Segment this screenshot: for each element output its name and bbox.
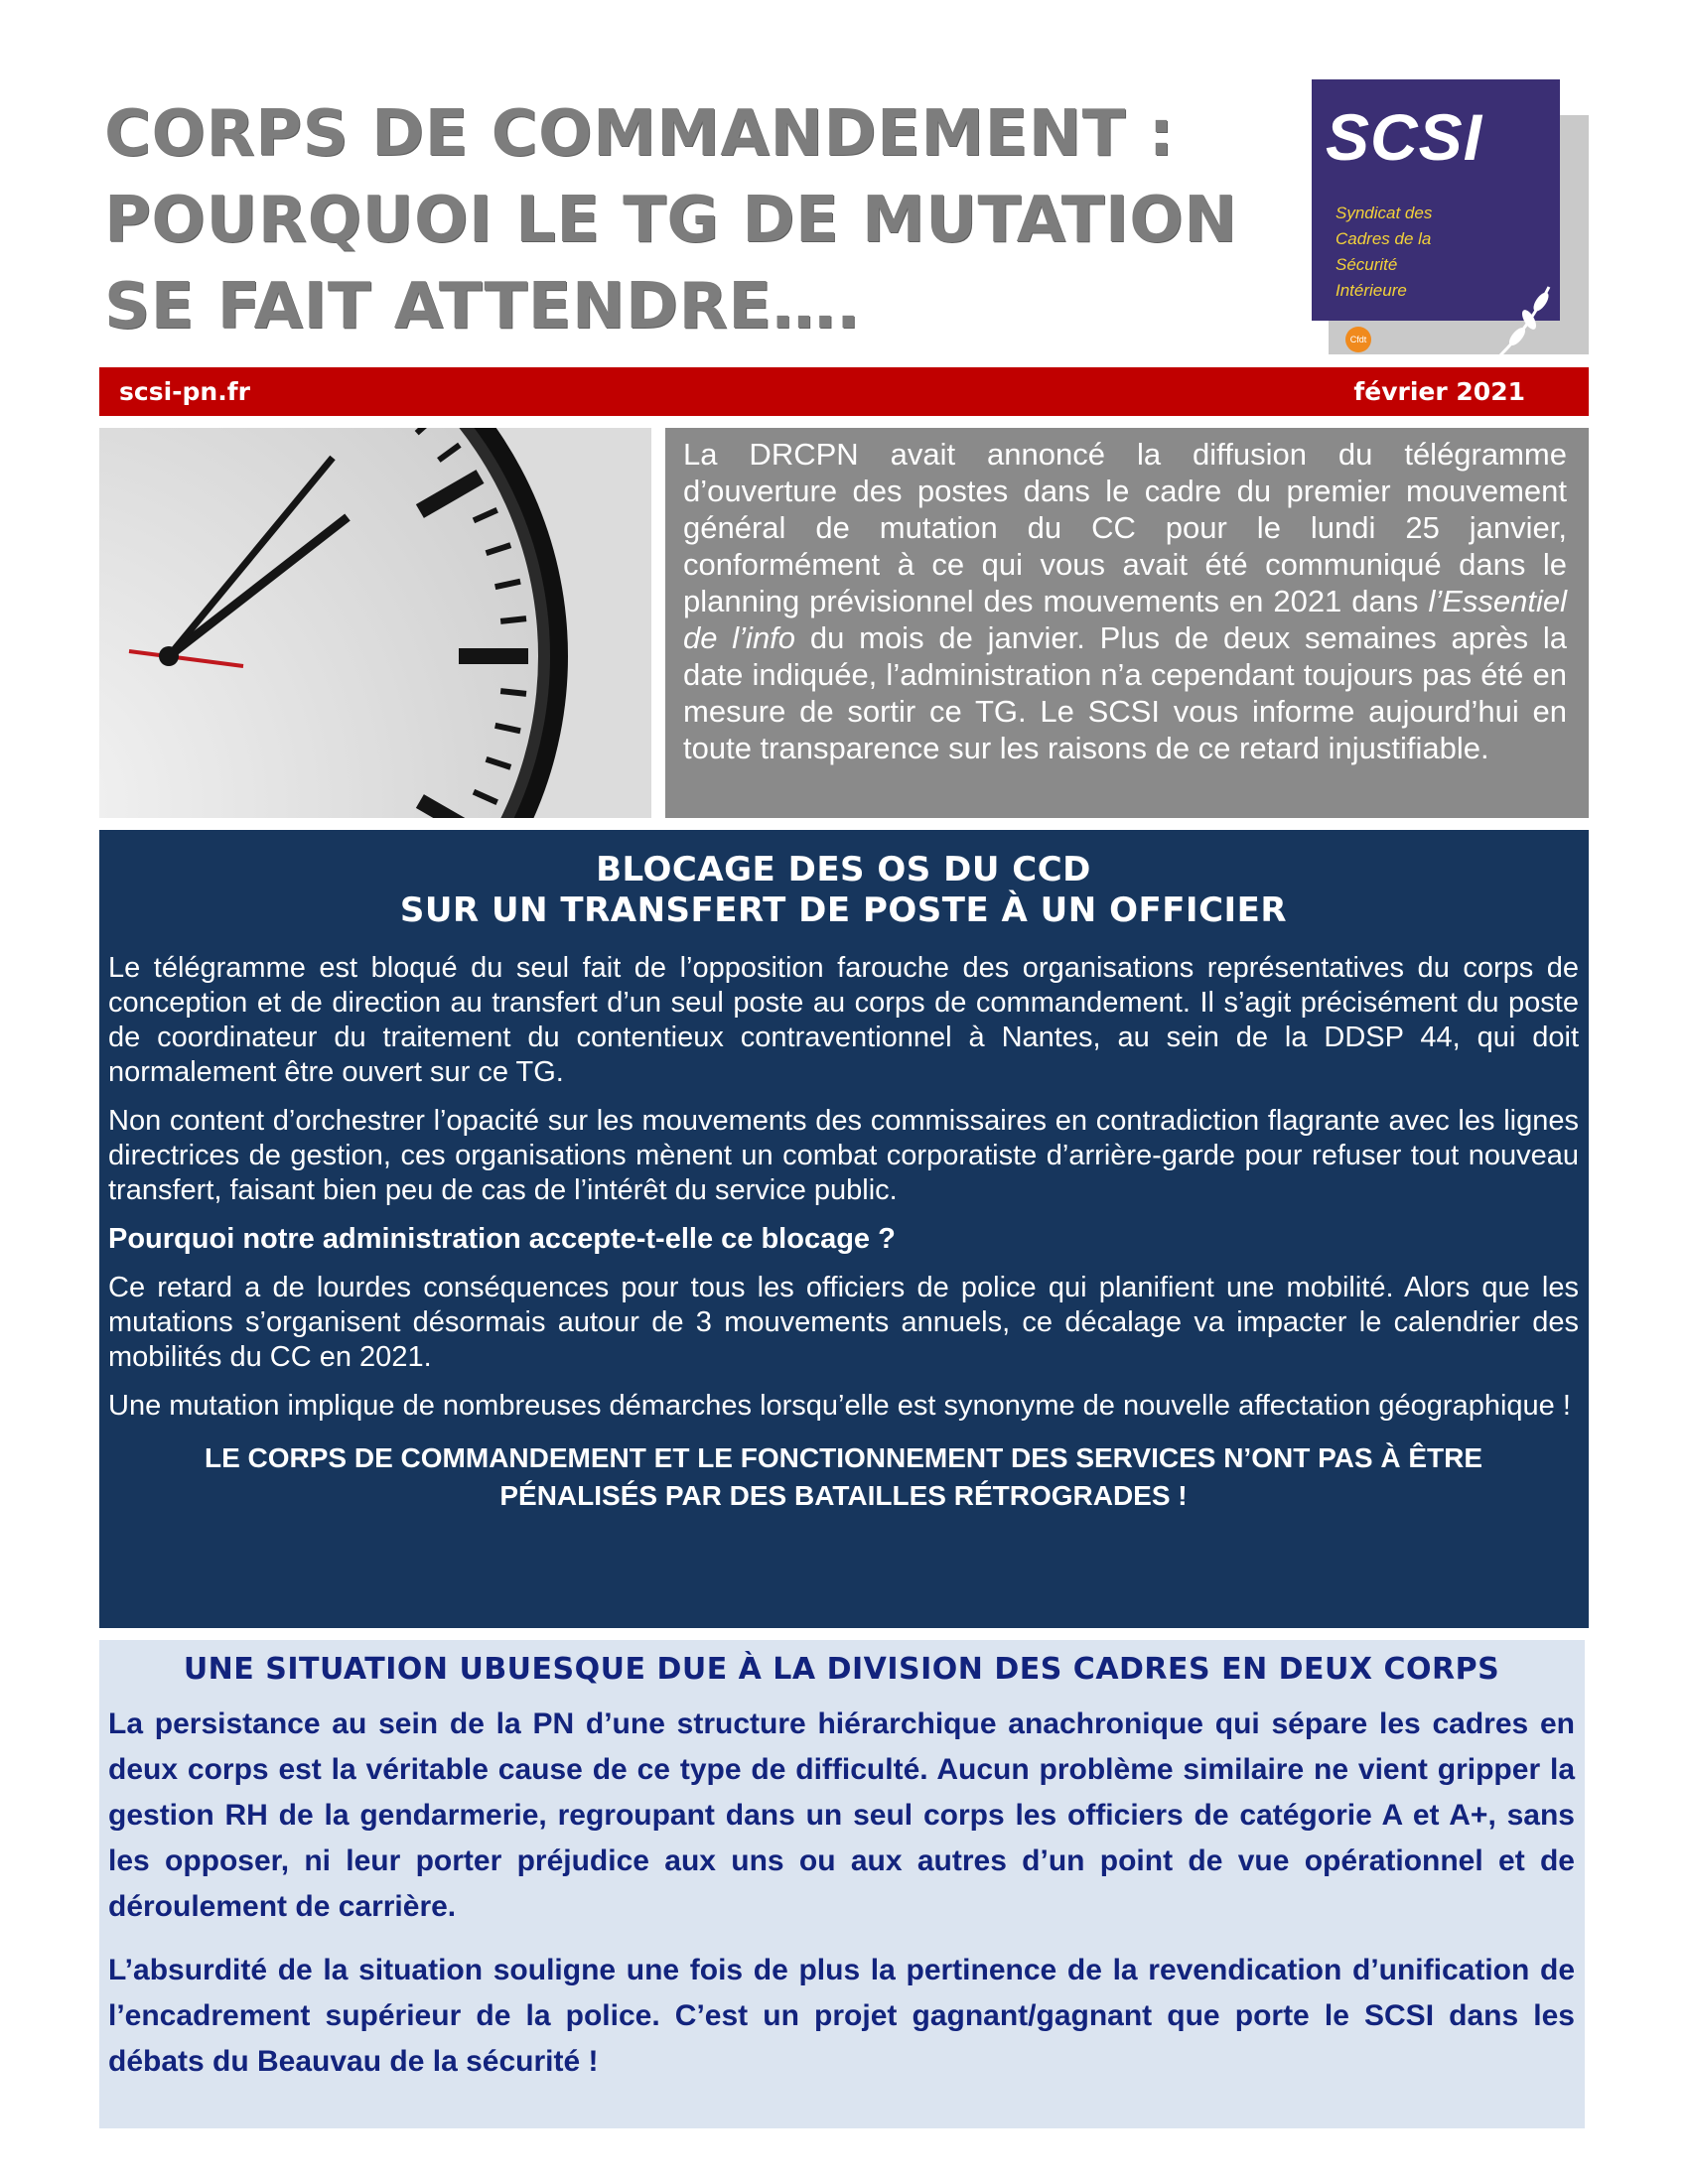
intro-paragraph [665, 428, 1589, 818]
blocage-conclusion-line: PÉNALISÉS PAR DES BATAILLES RÉTROGRADES ! [499, 1480, 1188, 1511]
page-title [104, 91, 1296, 350]
situation-paragraph: L’absurdité de la situation souligne une fois de plus la pertinence de la revendication d’unification de l’encadrement supérieur de la police. C’est un projet gagnant/gagnant que porte le SCSI dans les débats du Beauvau de la sécurité ! [108, 1954, 1575, 2078]
blocage-paragraph: Une mutation implique de nombreuses démarches lorsqu’elle est synonyme de nouvelle affectation géographique ! [108, 1390, 1571, 1422]
blocage-conclusion-line: LE CORPS DE COMMANDEMENT ET LE FONCTIONNEMENT DES SERVICES N’ONT PAS À ÊTRE [204, 1442, 1483, 1473]
intro-text-start: La DRCPN avait annoncé la diffusion du télégramme d’ouverture des postes dans le cadre du premier mouvement général de mutation du CC pour le lundi 25 janvier, conformément à ce qui vous avait été communiqué dans le planning prévisionnel des mouvements en 2021 dans [683, 437, 1567, 618]
logo-subtitle-line: Sécurité [1336, 255, 1398, 274]
blocage-paragraph: Ce retard a de lourdes conséquences pour tous les officiers de police qui planifient une mobilité. Alors que les mutations s’organisent désormais autour de 3 mouvements annuels, ce décalage va impacter le calendrier des mobilités du CC en 2021. [108, 1272, 1579, 1373]
header-banner [99, 367, 1589, 416]
situation-section [99, 1640, 1585, 2128]
blocage-heading [108, 850, 1579, 931]
logo-subtitle [1336, 201, 1494, 304]
blocage-paragraph: Non content d’orchestrer l’opacité sur les mouvements des commissaires en contradiction flagrante avec les lignes directrices de gestion, ces organisations mènent un combat corporatiste d’arrière-garde pour refuser tout nouveau transfert, faisant bien peu de cas de l’intérêt du service public. [108, 1105, 1579, 1206]
blocage-conclusion [108, 1439, 1579, 1515]
intro-text-end: du mois de janvier. Plus de deux semaines après la date indiquée, l’administration n’a cependant toujours pas été en mesure de sortir ce TG. Le SCSI vous informe aujourd’hui en toute transparence sur les raisons de ce retard injustifiable. [683, 620, 1567, 765]
logo-name: SCSI [1326, 100, 1483, 174]
blocage-question: Pourquoi notre administration accepte-t-elle ce blocage ? [108, 1223, 896, 1255]
clock-icon [99, 428, 651, 818]
blocage-section [99, 830, 1589, 1628]
cfdt-badge: Cfdt [1345, 327, 1371, 352]
title-line-1: CORPS DE COMMANDEMENT : [104, 97, 1175, 171]
blocage-paragraph: Le télégramme est bloqué du seul fait de l’opposition farouche des organisations représentatives du corps de conception et de direction au transfert d’un seul poste au corps de commandement. Il s’agit précisément du poste de coordinateur du traitement du contentieux contraventionnel à Nantes, au sein de la DDSP 44, qui doit normalement être ouvert sur ce TG. [108, 952, 1579, 1088]
olive-branch-icon [1489, 282, 1559, 361]
logo-subtitle-line: Cadres de la [1336, 229, 1432, 248]
title-line-2: POURQUOI LE TG DE MUTATION [104, 184, 1238, 257]
logo-subtitle-line: Syndicat des [1336, 204, 1433, 222]
blocage-heading-line: BLOCAGE DES OS DU CCD [596, 850, 1091, 889]
logo-subtitle-line: Intérieure [1336, 281, 1407, 300]
website-label: scsi-pn.fr [119, 377, 250, 406]
issue-date: février 2021 [1353, 377, 1525, 406]
title-line-3: SE FAIT ATTENDRE…. [104, 270, 861, 343]
blocage-heading-line: SUR UN TRANSFERT DE POSTE À UN OFFICIER [399, 890, 1288, 930]
clock-tick [500, 618, 526, 621]
situation-heading: UNE SITUATION UBUESQUE DUE À LA DIVISION DES CADRES EN DEUX CORPS [183, 1652, 1500, 1687]
clock-photo [99, 428, 651, 818]
clock-tick [500, 691, 526, 694]
intro-italic-ref: l’Essentiel de l’info [683, 584, 1567, 655]
situation-paragraph: La persistance au sein de la PN d’une structure hiérarchique anachronique qui sépare les cadres en deux corps est la véritable cause de ce type de difficulté. Aucun problème similaire ne vient gripper la gestion RH de la gendarmerie, regroupant dans un seul corps les officiers de catégorie A et A+, sans les opposer, ni leur porter préjudice aux uns ou aux autres d’un point de vue opérationnel et de déroulement de carrière. [108, 1707, 1575, 1923]
